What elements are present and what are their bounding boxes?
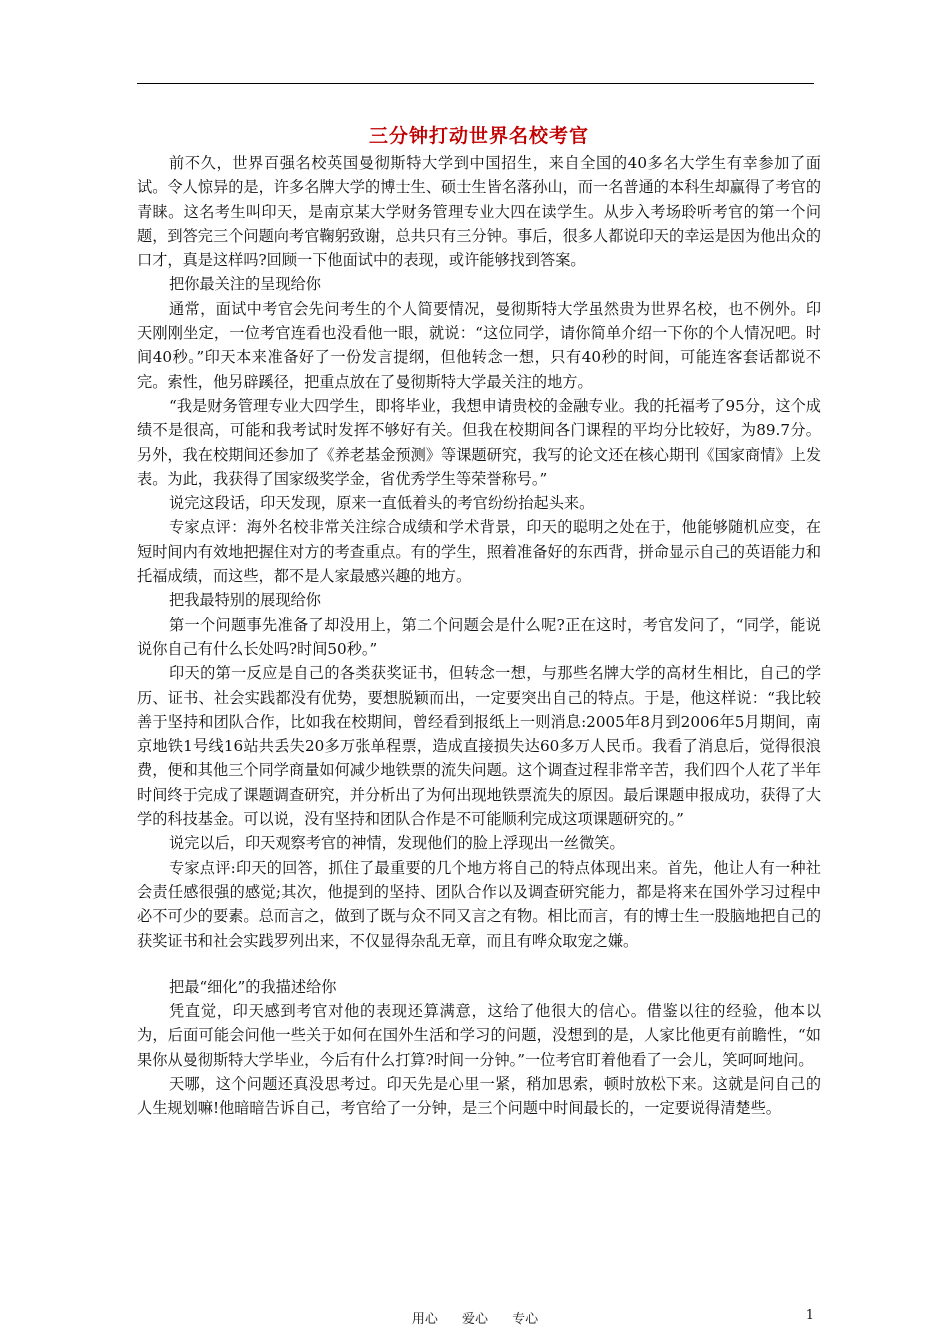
page-footer — [0, 1308, 950, 1326]
paragraph: 说完以后，印天观察考官的神情，发现他们的脸上浮现出一丝微笑。 — [169, 834, 625, 853]
article-title: 三分钟打动世界名校考官 — [368, 125, 589, 147]
article — [137, 124, 821, 1121]
expert-comment: 专家点评：海外名校非常关注综合成绩和学术背景，印天的聪明之处在于，他能够随机应变，在短时间内有效地把握住对方的考查重点。有的学生，照着准备好的东西背，拼命显示自己的英语能力和托福成绩，而这些，都不是人家最感兴趣的地方。 — [137, 518, 821, 586]
page-number: 1 — [805, 1308, 814, 1323]
header-rule — [137, 83, 814, 84]
paragraph: 凭直觉，印天感到考官对他的表现还算满意，这给了他很大的信心。借鉴以往的经验，他本以为，后面可能会问他一些关于如何在国外生活和学习的问题，没想到的是，人家比他更有前瞻性，“如果你从曼彻斯特大学毕业，今后有什么打算?时间一分钟。”一位考官盯着他看了一会儿，笑呵呵地问。 — [137, 1002, 821, 1069]
blank-line — [137, 953, 821, 975]
section-heading: 把我最特别的展现给你 — [169, 591, 321, 610]
paragraph: 第一个问题事先准备了却没用上，第二个问题会是什么呢?正在这时，考官发问了，“同学，能说说你自己有什么长处吗?时间50秒。” — [137, 615, 821, 658]
paragraph: “我是财务管理专业大四学生，即将毕业，我想申请贵校的金融专业。我的托福考了95分，这个成绩不是很高，可能和我考试时发挥不够好有关。但我在校期间各门课程的平均分比较好，为89.7分。另外，我在校期间还参加了《养老基金预测》等课题研究，我写的论文还在核心期刊《国家商情》上发表。为此，我获得了国家级奖学金，省优秀学生等荣誉称号。” — [137, 396, 821, 488]
expert-comment: 专家点评:印天的回答，抓住了最重要的几个地方将自己的特点体现出来。首先，他让人有一种社会责任感很强的感觉;其次，他提到的坚持、团队合作以及调查研究能力，都是将来在国外学习过程中必不可少的要素。总而言之，做到了既与众不同又言之有物。相比而言，有的博士生一股脑地把自己的获奖证书和社会实践罗列出来，不仅显得杂乱无章，而且有哗众取宠之嫌。 — [137, 858, 821, 950]
footer-motto: 用心 爱心 专心 — [411, 1312, 539, 1327]
paragraph: 前不久，世界百强名校英国曼彻斯特大学到中国招生，来自全国的40多名大学生有幸参加了面试。令人惊异的是，许多名牌大学的博士生、硕士生皆名落孙山，而一名普通的本科生却赢得了考官的青睐。这名考生叫印天，是南京某大学财务管理专业大四在读学生。从步入考场聆听考官的第一个问题，到答完三个问题向考官鞠躬致谢，总共只有三分钟。事后，很多人都说印天的幸运是因为他出众的口才，真是这样吗?回顾一下他面试中的表现，或许能够找到答案。 — [137, 154, 821, 270]
paragraph: 印天的第一反应是自己的各类获奖证书，但转念一想，与那些名牌大学的高材生相比，自己的学历、证书、社会实践都没有优势，要想脱颖而出，一定要突出自己的特点。于是，他这样说：“我比较善于坚持和团队合作，比如我在校期间，曾经看到报纸上一则消息:2005年8月到2006年5月期间，南京地铁1号线16站共丢失20多万张单程票，造成直接损失达60多万人民币。我看了消息后，觉得很浪费，便和其他三个同学商量如何减少地铁票的流失问题。这个调查过程非常辛苦，我们四个人花了半年时间终于完成了课题调查研究，并分析出了为何出现地铁票流失的原因。最后课题申报成功，获得了大学的科技基金。可以说，没有坚持和团队合作是不可能顺利完成这项课题研究的。” — [137, 664, 821, 829]
section-heading: 把你最关注的呈现给你 — [169, 275, 321, 294]
paragraph: 天哪，这个问题还真没思考过。印天先是心里一紧，稍加思索，顿时放松下来。这就是问自己的人生规划嘛!他暗暗告诉自己，考官给了一分钟，是三个问题中时间最长的，一定要说得清楚些。 — [137, 1074, 821, 1118]
paragraph: 说完这段话，印天发现，原来一直低着头的考官纷纷抬起头来。 — [169, 494, 595, 513]
section-heading: 把最“细化”的我描述给你 — [169, 977, 337, 996]
paragraph: 通常，面试中考官会先问考生的个人简要情况，曼彻斯特大学虽然贵为世界名校，也不例外。印天刚刚坐定，一位考官连看也没看他一眼，就说：“这位同学，请你简单介绍一下你的个人情况吧。时间40秒。”印天本来准备好了一份发言提纲，但他转念一想，只有40秒的时间，可能连客套话都说不完。索性，他另辟蹊径，把重点放在了曼彻斯特大学最关注的地方。 — [137, 299, 821, 391]
